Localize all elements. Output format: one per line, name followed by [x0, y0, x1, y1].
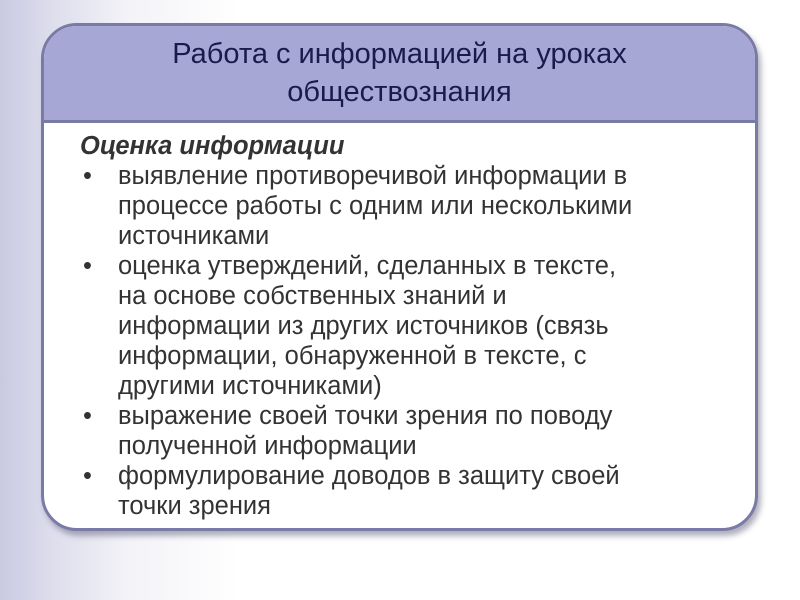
bullet-text-line: информации, обнаруженной в тексте, с: [118, 342, 587, 370]
bullet-text-line: выявление противоречивой информации в: [118, 162, 628, 190]
section-heading: Оценка информации: [80, 132, 345, 160]
bullet-marker: •: [83, 402, 92, 430]
bullet-text-line: выражение своей точки зрения по поводу: [118, 402, 613, 430]
content-card: [41, 23, 758, 531]
bullet-marker: •: [83, 252, 92, 280]
title-bar: [44, 26, 755, 123]
bullet-item: [80, 401, 735, 461]
bullet-text-line: на основе собственных знаний и: [118, 282, 507, 310]
slide-title-line-1: Работа с информацией на уроках: [172, 38, 627, 70]
bullet-item: [80, 461, 735, 521]
bullet-text-line: точки зрения: [118, 492, 271, 520]
bullet-marker: •: [83, 162, 92, 190]
bullet-item: [80, 161, 735, 251]
bullet-text-line: формулирование доводов в защиту своей: [118, 462, 620, 490]
bullet-list: [80, 161, 735, 521]
bullet-text-line: источниками: [118, 222, 270, 250]
slide-title-line-2: обществознания: [287, 76, 512, 108]
bullet-text-line: оценка утверждений, сделанных в тексте,: [118, 252, 617, 280]
bullet-marker: •: [83, 462, 92, 490]
bullet-text-line: полученной информации: [118, 432, 417, 460]
bullet-text-line: процессе работы с одним или несколькими: [118, 192, 633, 220]
slide-body: [80, 131, 735, 521]
bullet-text-line: информации из других источников (связь: [118, 312, 609, 340]
bullet-text-line: другими источниками): [118, 372, 382, 400]
bullet-item: [80, 251, 735, 401]
